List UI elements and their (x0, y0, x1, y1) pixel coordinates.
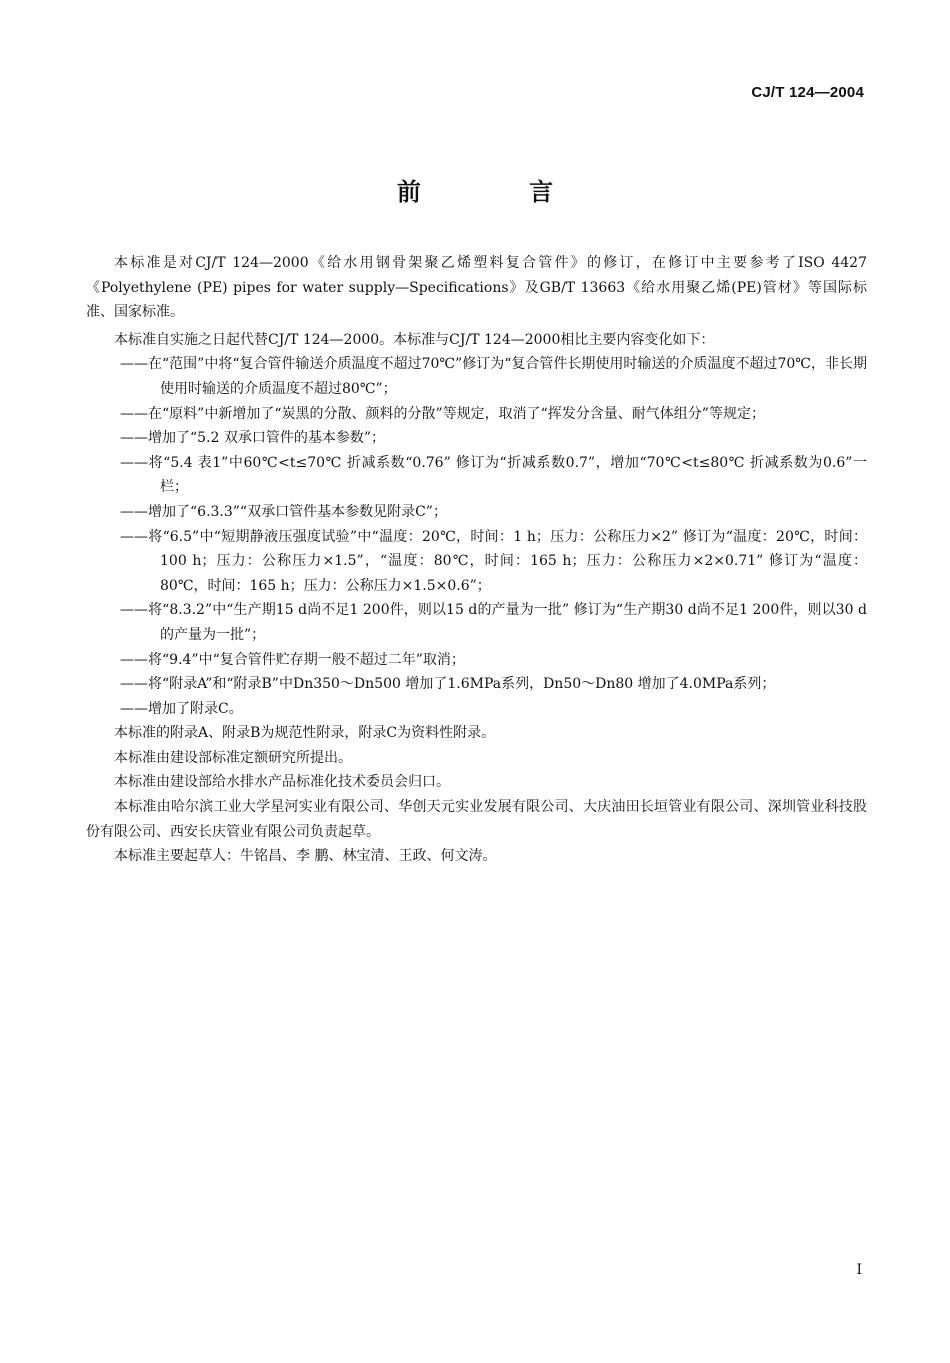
change-item: ——将“9.4”中“复合管件贮存期一般不超过二年”取消； (120, 651, 465, 668)
document-body (86, 251, 867, 869)
page-title: 前 言 (396, 178, 604, 206)
change-item: ——将“8.3.2”中“生产期15 d尚不足1 200件，则以15 d的产量为一批” 修订为“生产期30 d尚不足1 200件，则以30 d的产量为一批”； (120, 602, 867, 643)
drafters-note: 本标准主要起草人：牛铭昌、李 鹏、林宝清、王政、何文涛。 (114, 848, 497, 865)
drafting-units-note: 本标准由哈尔滨工业大学星河实业有限公司、华创天元实业发展有限公司、大庆油田长垣管业有限公司、深圳管业科技股份有限公司、西安长庆管业有限公司负责起草。 (86, 799, 867, 840)
change-item: ——增加了“5.2 双承口管件的基本参数”； (120, 430, 386, 447)
page-number: I (856, 1262, 862, 1278)
proposer-note: 本标准由建设部标准定额研究所提出。 (114, 749, 352, 766)
change-item: ——将“5.4 表1”中60℃<t≤70℃ 折减系数“0.76” 修订为“折减系数0.7”，增加“70℃<t≤80℃ 折减系数为0.6”一栏； (120, 454, 867, 496)
change-item: ——将“6.5”中“短期静液压强度试验”中“温度：20℃，时间：1 h；压力：公称压力×2” 修订为“温度：20℃，时间：100 h；压力：公称压力×1.5”，“温度：80℃，时间：165 h；压力：公称压力×2×0.71” 修订为“温度：80℃，时间：165 h；压力：公称压力×1.5×0.6”； (120, 528, 867, 594)
replacement-paragraph: 本标准自实施之日起代替CJ/T 124—2000。本标准与CJ/T 124—2000相比主要内容变化如下： (114, 331, 715, 348)
change-item: ——增加了附录C。 (120, 700, 243, 717)
change-item: ——在“范围”中将“复合管件输送介质温度不超过70℃”修订为“复合管件长期使用时输送的介质温度不超过70℃，非长期使用时输送的介质温度不超过80℃”； (120, 356, 867, 397)
standard-code: CJ/T 124—2004 (751, 84, 864, 101)
intro-paragraph: 本标准是对CJ/T 124—2000《给水用钢骨架聚乙烯塑料复合管件》的修订，在修订中主要参考了ISO 4427《Polyethylene (PE) pipes for water supply—Specifications》及GB/T 13663《给水用聚乙烯(PE)管材》等国际标准、国家标准。 (86, 255, 867, 321)
change-item: ——增加了“6.3.3”“双承口管件基本参数见附录C”； (120, 503, 447, 520)
change-item: ——将“附录A”和“附录B”中Dn350～Dn500 增加了1.6MPa系列，Dn50～Dn80 增加了4.0MPa系列； (120, 676, 776, 693)
change-item: ——在“原料”中新增加了“炭黑的分散、颜料的分散”等规定，取消了“挥发分含量、耐气体组分”等规定； (120, 405, 765, 422)
committee-note: 本标准由建设部给水排水产品标准化技术委员会归口。 (114, 774, 450, 791)
appendix-note: 本标准的附录A、附录B为规范性附录，附录C为资料性附录。 (114, 725, 496, 742)
